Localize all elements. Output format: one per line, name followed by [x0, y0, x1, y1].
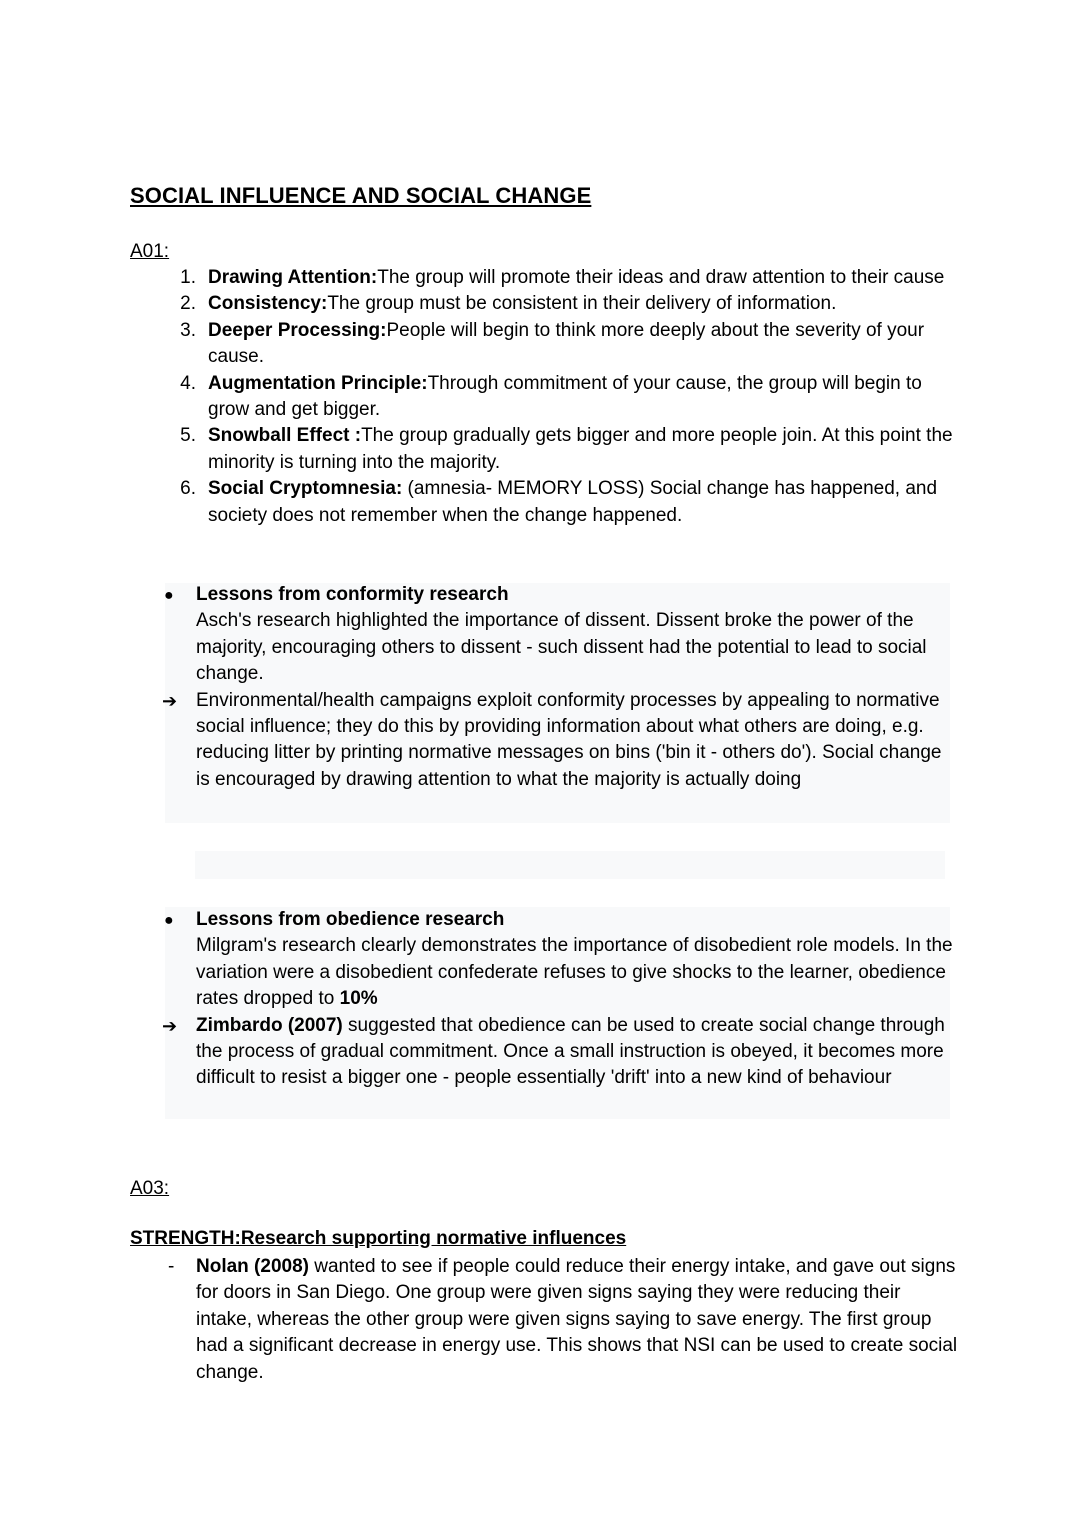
item-number: 2.: [180, 293, 196, 315]
list-item: [170, 371, 960, 424]
dash-marker: -: [168, 1256, 175, 1277]
conformity-body: Asch's research highlighted the importance of dissent. Dissent broke the power of the majority, encouraging others to dissent - such dissent had the potential to lead to social change.: [196, 610, 927, 685]
obedience-section: [160, 907, 960, 1092]
item-term: Snowball Effect :: [208, 425, 362, 447]
a01-numbered-list: [170, 265, 960, 529]
conformity-bullet: [160, 582, 960, 688]
list-item: [170, 265, 960, 291]
item-term: Deeper Processing:: [208, 319, 387, 341]
item-text: The group will promote their ideas and draw attention to their cause: [377, 267, 945, 288]
list-item: [170, 476, 960, 529]
item-term: Social Cryptomnesia:: [208, 478, 403, 500]
item-term: Consistency:: [208, 293, 328, 315]
item-number: 1.: [180, 267, 196, 288]
item-term: Drawing Attention:: [208, 267, 378, 288]
zimbardo-citation: Zimbardo (2007): [196, 1014, 343, 1036]
obedience-rate: 10%: [339, 988, 378, 1010]
list-item: [170, 318, 960, 371]
nolan-citation: Nolan (2008): [196, 1256, 309, 1277]
obedience-heading: Lessons from obedience research: [196, 909, 505, 930]
bullet-icon: ●: [164, 587, 174, 604]
a03-label: A03:: [130, 1178, 170, 1199]
item-text: Through commitment of your cause, the group will begin to grow and get bigger.: [208, 372, 922, 421]
conformity-section: [160, 582, 960, 793]
a01-label: A01:: [130, 241, 170, 262]
list-item: [170, 423, 960, 476]
item-number: 4.: [180, 372, 196, 394]
arrow-icon: ➔: [162, 690, 178, 711]
item-text: People will begin to think more deeply about the severity of your cause.: [208, 319, 925, 368]
page-title: SOCIAL INFLUENCE AND SOCIAL CHANGE: [130, 183, 592, 208]
item-text: (amnesia- MEMORY LOSS) Social change has happened, and society does not remember when the change happened.: [208, 478, 938, 526]
item-text: The group must be consistent in their delivery of information.: [327, 293, 837, 315]
arrow-icon: ➔: [162, 1015, 178, 1036]
strength-point: [160, 1254, 960, 1386]
item-number: 6.: [180, 478, 196, 500]
strength-text: wanted to see if people could reduce their energy intake, and gave out signs for doors in San Diego. One group were given signs saying they were reducing their intake, whereas the other group were given signs saying to save energy. The first group had a significant decrease in energy use. This shows that NSI can be used to create social change.: [196, 1256, 958, 1383]
obedience-body: Milgram's research clearly demonstrates the importance of disobedient role models. In the variation were a disobedient confederate refuses to give shocks to the learner, obedience rates dropped to: [196, 935, 953, 1010]
item-number: 3.: [180, 319, 196, 341]
conformity-arrow-point: [160, 688, 960, 794]
item-term: Augmentation Principle:: [208, 372, 428, 394]
blank-shade-bar: [195, 851, 945, 879]
list-item: [170, 291, 960, 317]
obedience-bullet: [160, 907, 960, 1013]
conformity-arrow-text: Environmental/health campaigns exploit conformity processes by appealing to normative social influence; they do this by providing information about what others are doing, e.g. reducing litter by printing normative messages on bins ('bin it - others do'). Social change is encouraged by drawing attention to what the majority is actually doing: [196, 689, 942, 790]
item-text: The group gradually gets bigger and more people join. At this point the minority is turning into the majority.: [208, 425, 953, 473]
item-number: 5.: [180, 425, 196, 447]
bullet-icon: ●: [164, 912, 174, 929]
conformity-heading: Lessons from conformity research: [196, 584, 509, 605]
strength-heading: STRENGTH:Research supporting normative influences: [130, 1228, 627, 1249]
obedience-arrow-text: suggested that obedience can be used to create social change through the process of gradual commitment. Once a small instruction is obeyed, it becomes more difficult to resist a bigger one - people essentially 'drift' into a new kind of behaviour: [196, 1014, 945, 1089]
obedience-arrow-point: [160, 1013, 960, 1092]
strength-section: [160, 1254, 960, 1386]
